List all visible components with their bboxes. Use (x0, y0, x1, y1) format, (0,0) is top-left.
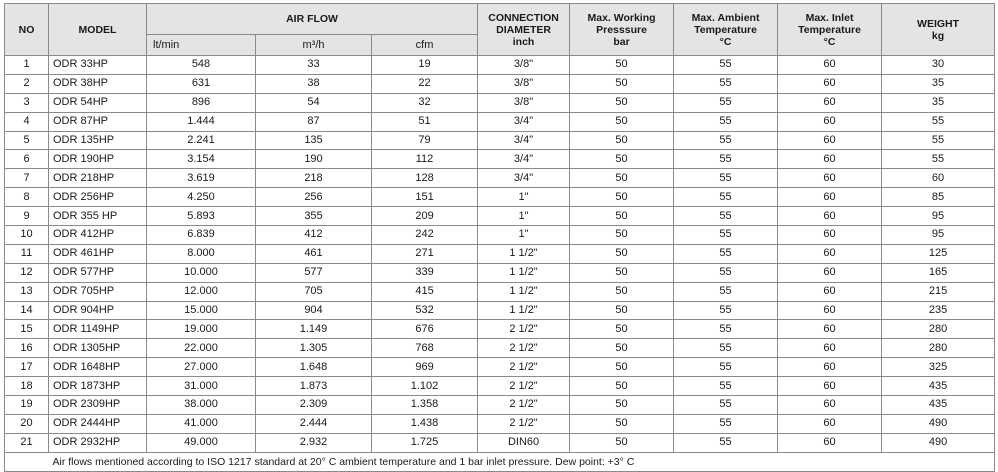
cell-inlet-temp: 60 (778, 282, 882, 301)
cell-weight: 280 (882, 339, 995, 358)
cell-model: ODR 461HP (49, 244, 147, 263)
cell-pressure: 50 (570, 74, 674, 93)
cell-lt-min: 41.000 (147, 414, 256, 433)
cell-m3h: 135 (256, 131, 372, 150)
cell-no: 5 (5, 131, 49, 150)
cell-no: 1 (5, 56, 49, 75)
header-connection (478, 4, 570, 56)
cell-weight: 165 (882, 263, 995, 282)
cell-inlet-temp: 60 (778, 207, 882, 226)
cell-weight: 215 (882, 282, 995, 301)
table-row (5, 358, 995, 377)
cell-model: ODR 577HP (49, 263, 147, 282)
cell-no: 8 (5, 188, 49, 207)
spec-table-container (4, 3, 994, 472)
cell-cfm: 1.102 (372, 377, 478, 396)
cell-ambient-temp: 55 (674, 396, 778, 415)
cell-weight: 325 (882, 358, 995, 377)
cell-ambient-temp: 55 (674, 188, 778, 207)
cell-lt-min: 2.241 (147, 131, 256, 150)
cell-m3h: 1.149 (256, 320, 372, 339)
cell-connection: 3/8" (478, 93, 570, 112)
cell-lt-min: 896 (147, 93, 256, 112)
cell-inlet-temp: 60 (778, 320, 882, 339)
header-weight-unit: kg (931, 29, 945, 42)
cell-no: 12 (5, 263, 49, 282)
cell-pressure: 50 (570, 358, 674, 377)
cell-lt-min: 8.000 (147, 244, 256, 263)
cell-ambient-temp: 55 (674, 282, 778, 301)
cell-ambient-temp: 55 (674, 112, 778, 131)
cell-no: 2 (5, 74, 49, 93)
cell-m3h: 412 (256, 226, 372, 245)
cell-lt-min: 12.000 (147, 282, 256, 301)
cell-pressure: 50 (570, 301, 674, 320)
cell-weight: 490 (882, 433, 995, 452)
cell-model: ODR 2932HP (49, 433, 147, 452)
cell-m3h: 1.305 (256, 339, 372, 358)
header-max-working-unit: bar (613, 35, 630, 48)
cell-lt-min: 548 (147, 56, 256, 75)
cell-connection: 1 1/2" (478, 263, 570, 282)
cell-model: ODR 135HP (49, 131, 147, 150)
cell-no: 6 (5, 150, 49, 169)
cell-inlet-temp: 60 (778, 169, 882, 188)
header-max-inlet (778, 4, 882, 56)
cell-pressure: 50 (570, 396, 674, 415)
cell-m3h: 190 (256, 150, 372, 169)
cell-ambient-temp: 55 (674, 207, 778, 226)
cell-lt-min: 3.154 (147, 150, 256, 169)
cell-ambient-temp: 55 (674, 56, 778, 75)
cell-m3h: 577 (256, 263, 372, 282)
cell-model: ODR 1648HP (49, 358, 147, 377)
cell-weight: 435 (882, 377, 995, 396)
cell-lt-min: 3.619 (147, 169, 256, 188)
cell-no: 14 (5, 301, 49, 320)
cell-ambient-temp: 55 (674, 414, 778, 433)
cell-pressure: 50 (570, 112, 674, 131)
cell-m3h: 2.309 (256, 396, 372, 415)
cell-m3h: 54 (256, 93, 372, 112)
cell-weight: 85 (882, 188, 995, 207)
table-row (5, 263, 995, 282)
table-body (5, 56, 995, 472)
table-row (5, 339, 995, 358)
cell-lt-min: 31.000 (147, 377, 256, 396)
cell-weight: 235 (882, 301, 995, 320)
cell-weight: 95 (882, 207, 995, 226)
cell-cfm: 271 (372, 244, 478, 263)
header-connection-unit: inch (512, 35, 535, 48)
cell-connection: 1 1/2" (478, 301, 570, 320)
cell-connection: 3/4" (478, 150, 570, 169)
cell-pressure: 50 (570, 131, 674, 150)
cell-cfm: 22 (372, 74, 478, 93)
table-row (5, 377, 995, 396)
cell-connection: 2 1/2" (478, 320, 570, 339)
footnote: Air flows mentioned according to ISO 1217 standard at 20° C ambient temperature and 1 bar inlet pressure. Dew point: +3° C (49, 452, 995, 471)
cell-pressure: 50 (570, 150, 674, 169)
cell-ambient-temp: 55 (674, 433, 778, 452)
cell-connection: 2 1/2" (478, 377, 570, 396)
cell-no: 11 (5, 244, 49, 263)
cell-no: 3 (5, 93, 49, 112)
cell-connection: 3/8" (478, 74, 570, 93)
cell-inlet-temp: 60 (778, 74, 882, 93)
cell-lt-min: 6.839 (147, 226, 256, 245)
footnote-spacer (5, 452, 49, 471)
cell-weight: 60 (882, 169, 995, 188)
cell-ambient-temp: 55 (674, 301, 778, 320)
cell-pressure: 50 (570, 244, 674, 263)
cell-lt-min: 15.000 (147, 301, 256, 320)
table-row (5, 301, 995, 320)
cell-cfm: 339 (372, 263, 478, 282)
table-row (5, 282, 995, 301)
table-row (5, 320, 995, 339)
cell-no: 13 (5, 282, 49, 301)
cell-connection: 1" (478, 226, 570, 245)
cell-ambient-temp: 55 (674, 150, 778, 169)
cell-lt-min: 49.000 (147, 433, 256, 452)
cell-pressure: 50 (570, 188, 674, 207)
cell-m3h: 38 (256, 74, 372, 93)
cell-lt-min: 1.444 (147, 112, 256, 131)
table-row (5, 244, 995, 263)
cell-no: 20 (5, 414, 49, 433)
header-no: NO (5, 4, 49, 56)
cell-no: 19 (5, 396, 49, 415)
cell-weight: 125 (882, 244, 995, 263)
table-row (5, 188, 995, 207)
cell-cfm: 242 (372, 226, 478, 245)
cell-inlet-temp: 60 (778, 301, 882, 320)
header-weight-line1: WEIGHT (917, 17, 960, 30)
cell-inlet-temp: 60 (778, 226, 882, 245)
cell-m3h: 33 (256, 56, 372, 75)
cell-ambient-temp: 55 (674, 74, 778, 93)
cell-no: 4 (5, 112, 49, 131)
cell-inlet-temp: 60 (778, 150, 882, 169)
cell-ambient-temp: 55 (674, 358, 778, 377)
cell-pressure: 50 (570, 320, 674, 339)
cell-connection: 1" (478, 188, 570, 207)
table-row (5, 226, 995, 245)
cell-no: 21 (5, 433, 49, 452)
cell-model: ODR 355 HP (49, 207, 147, 226)
cell-inlet-temp: 60 (778, 377, 882, 396)
cell-inlet-temp: 60 (778, 244, 882, 263)
cell-cfm: 32 (372, 93, 478, 112)
cell-inlet-temp: 60 (778, 263, 882, 282)
cell-m3h: 218 (256, 169, 372, 188)
cell-model: ODR 412HP (49, 226, 147, 245)
cell-inlet-temp: 60 (778, 93, 882, 112)
cell-lt-min: 27.000 (147, 358, 256, 377)
cell-m3h: 461 (256, 244, 372, 263)
cell-cfm: 768 (372, 339, 478, 358)
cell-model: ODR 2309HP (49, 396, 147, 415)
cell-cfm: 19 (372, 56, 478, 75)
cell-connection: 1" (478, 207, 570, 226)
header-max-inlet-line1: Max. Inlet (805, 11, 854, 24)
cell-model: ODR 54HP (49, 93, 147, 112)
cell-m3h: 87 (256, 112, 372, 131)
cell-no: 9 (5, 207, 49, 226)
cell-weight: 35 (882, 93, 995, 112)
cell-pressure: 50 (570, 339, 674, 358)
cell-model: ODR 33HP (49, 56, 147, 75)
header-air-flow: AIR FLOW (147, 4, 478, 35)
cell-pressure: 50 (570, 93, 674, 112)
header-connection-line1: CONNECTION (488, 11, 559, 24)
cell-lt-min: 19.000 (147, 320, 256, 339)
cell-pressure: 50 (570, 56, 674, 75)
table-row (5, 74, 995, 93)
cell-connection: 3/4" (478, 131, 570, 150)
cell-model: ODR 256HP (49, 188, 147, 207)
cell-connection: 2 1/2" (478, 396, 570, 415)
cell-no: 7 (5, 169, 49, 188)
cell-connection: 2 1/2" (478, 339, 570, 358)
cell-ambient-temp: 55 (674, 263, 778, 282)
cell-cfm: 79 (372, 131, 478, 150)
cell-model: ODR 1305HP (49, 339, 147, 358)
cell-connection: 3/4" (478, 169, 570, 188)
cell-m3h: 904 (256, 301, 372, 320)
cell-cfm: 1.438 (372, 414, 478, 433)
cell-inlet-temp: 60 (778, 131, 882, 150)
table-row (5, 150, 995, 169)
cell-weight: 55 (882, 150, 995, 169)
cell-ambient-temp: 55 (674, 93, 778, 112)
cell-no: 16 (5, 339, 49, 358)
cell-model: ODR 2444HP (49, 414, 147, 433)
header-max-inlet-line2: Temperature (798, 23, 861, 36)
cell-m3h: 1.648 (256, 358, 372, 377)
header-cfm: cfm (372, 35, 478, 56)
cell-lt-min: 5.893 (147, 207, 256, 226)
cell-connection: 1 1/2" (478, 282, 570, 301)
cell-lt-min: 38.000 (147, 396, 256, 415)
cell-inlet-temp: 60 (778, 188, 882, 207)
header-row (5, 4, 995, 35)
cell-weight: 35 (882, 74, 995, 93)
cell-connection: 2 1/2" (478, 358, 570, 377)
cell-connection: 3/8" (478, 56, 570, 75)
cell-weight: 435 (882, 396, 995, 415)
cell-inlet-temp: 60 (778, 112, 882, 131)
table-row (5, 131, 995, 150)
cell-weight: 280 (882, 320, 995, 339)
cell-pressure: 50 (570, 433, 674, 452)
header-max-inlet-unit: °C (823, 35, 836, 48)
cell-ambient-temp: 55 (674, 320, 778, 339)
header-max-ambient-unit: °C (719, 35, 732, 48)
cell-no: 17 (5, 358, 49, 377)
cell-connection: 2 1/2" (478, 414, 570, 433)
table-row (5, 93, 995, 112)
header-m3h: m³/h (256, 35, 372, 56)
table-row (5, 169, 995, 188)
cell-connection: 3/4" (478, 112, 570, 131)
cell-inlet-temp: 60 (778, 339, 882, 358)
cell-model: ODR 87HP (49, 112, 147, 131)
cell-cfm: 969 (372, 358, 478, 377)
cell-cfm: 676 (372, 320, 478, 339)
cell-pressure: 50 (570, 169, 674, 188)
header-max-ambient (674, 4, 778, 56)
cell-model: ODR 904HP (49, 301, 147, 320)
cell-m3h: 1.873 (256, 377, 372, 396)
cell-weight: 55 (882, 131, 995, 150)
cell-ambient-temp: 55 (674, 377, 778, 396)
footnote-row (5, 452, 995, 471)
cell-lt-min: 4.250 (147, 188, 256, 207)
cell-no: 10 (5, 226, 49, 245)
cell-cfm: 151 (372, 188, 478, 207)
cell-lt-min: 22.000 (147, 339, 256, 358)
table-row (5, 112, 995, 131)
cell-model: ODR 38HP (49, 74, 147, 93)
cell-model: ODR 705HP (49, 282, 147, 301)
cell-ambient-temp: 55 (674, 169, 778, 188)
cell-lt-min: 631 (147, 74, 256, 93)
header-lt-min: lt/min (147, 35, 256, 56)
cell-weight: 30 (882, 56, 995, 75)
cell-weight: 490 (882, 414, 995, 433)
cell-pressure: 50 (570, 282, 674, 301)
cell-model: ODR 1873HP (49, 377, 147, 396)
cell-lt-min: 10.000 (147, 263, 256, 282)
header-model: MODEL (49, 4, 147, 56)
cell-connection: DIN60 (478, 433, 570, 452)
cell-pressure: 50 (570, 207, 674, 226)
cell-m3h: 705 (256, 282, 372, 301)
cell-ambient-temp: 55 (674, 131, 778, 150)
cell-cfm: 1.725 (372, 433, 478, 452)
table-row (5, 433, 995, 452)
cell-no: 18 (5, 377, 49, 396)
header-max-working (570, 4, 674, 56)
cell-cfm: 1.358 (372, 396, 478, 415)
dryer-spec-table (4, 3, 995, 472)
cell-m3h: 2.444 (256, 414, 372, 433)
cell-ambient-temp: 55 (674, 339, 778, 358)
cell-inlet-temp: 60 (778, 396, 882, 415)
cell-model: ODR 1149HP (49, 320, 147, 339)
cell-cfm: 51 (372, 112, 478, 131)
cell-m3h: 2.932 (256, 433, 372, 452)
table-row (5, 56, 995, 75)
cell-inlet-temp: 60 (778, 414, 882, 433)
cell-pressure: 50 (570, 377, 674, 396)
cell-weight: 95 (882, 226, 995, 245)
cell-inlet-temp: 60 (778, 433, 882, 452)
cell-cfm: 209 (372, 207, 478, 226)
cell-inlet-temp: 60 (778, 56, 882, 75)
table-row (5, 207, 995, 226)
cell-ambient-temp: 55 (674, 244, 778, 263)
header-weight (882, 4, 995, 56)
cell-cfm: 112 (372, 150, 478, 169)
cell-pressure: 50 (570, 414, 674, 433)
header-max-ambient-line2: Temperature (694, 23, 757, 36)
cell-weight: 55 (882, 112, 995, 131)
cell-ambient-temp: 55 (674, 226, 778, 245)
cell-no: 15 (5, 320, 49, 339)
cell-model: ODR 190HP (49, 150, 147, 169)
header-max-working-line2: Presssure (596, 23, 647, 36)
cell-connection: 1 1/2" (478, 244, 570, 263)
table-row (5, 414, 995, 433)
cell-cfm: 532 (372, 301, 478, 320)
table-row (5, 396, 995, 415)
header-connection-line2: DIAMETER (496, 23, 551, 36)
cell-cfm: 128 (372, 169, 478, 188)
cell-m3h: 355 (256, 207, 372, 226)
cell-inlet-temp: 60 (778, 358, 882, 377)
cell-model: ODR 218HP (49, 169, 147, 188)
header-max-working-line1: Max. Working (587, 11, 656, 24)
cell-cfm: 415 (372, 282, 478, 301)
cell-pressure: 50 (570, 263, 674, 282)
cell-pressure: 50 (570, 226, 674, 245)
cell-m3h: 256 (256, 188, 372, 207)
header-max-ambient-line1: Max. Ambient (691, 11, 760, 24)
